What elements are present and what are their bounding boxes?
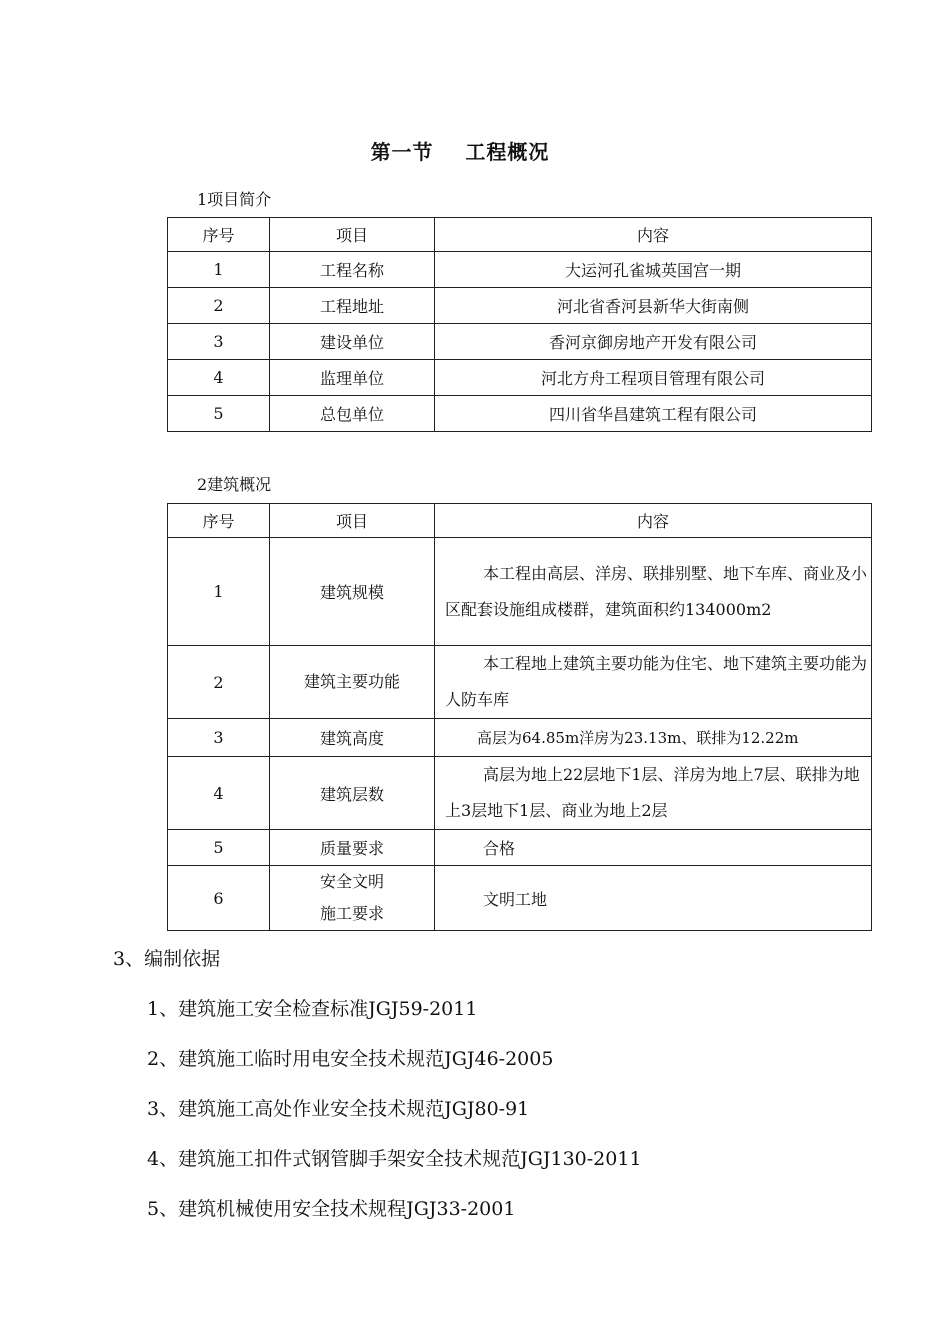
cell-content: [435, 719, 872, 757]
cell-no: 2: [168, 646, 270, 719]
cell-no: 3: [168, 719, 270, 757]
section-1-label: 1项目简介: [197, 190, 272, 209]
cell-content: 河北方舟工程项目管理有限公司: [435, 360, 872, 396]
project-intro-table: [167, 217, 872, 432]
cell-item: 建设单位: [270, 324, 435, 360]
table-row: [168, 538, 872, 646]
table-row: [168, 646, 872, 719]
cell-no: 5: [168, 396, 270, 432]
cell-no: 2: [168, 288, 270, 324]
table-row: [168, 719, 872, 757]
cell-content-text: 高层为地上22层地下1层、洋房为地上7层、联排为地上3层地下1层、商业为地上2层: [445, 765, 860, 820]
cell-no: 1: [168, 252, 270, 288]
table-row: [168, 360, 872, 396]
cell-content: 四川省华昌建筑工程有限公司: [435, 396, 872, 432]
page-title: 第一节 工程概况: [370, 140, 550, 164]
table-row: [168, 288, 872, 324]
cell-content: 香河京御房地产开发有限公司: [435, 324, 872, 360]
cell-content: [435, 538, 872, 646]
header-no: 序号: [168, 504, 270, 538]
header-content: 内容: [435, 218, 872, 252]
section-3-heading: 3、编制依据: [113, 948, 221, 970]
cell-no: 1: [168, 538, 270, 646]
cell-content-text: 高层为64.85m洋房为23.13m、联排为12.22m: [477, 728, 799, 747]
header-item: 项目: [270, 218, 435, 252]
table-header-row: [168, 504, 872, 538]
basis-item: 2、建筑施工临时用电安全技术规范JGJ46-2005: [147, 1048, 554, 1070]
basis-item: 1、建筑施工安全检查标准JGJ59-2011: [147, 998, 478, 1020]
cell-content: 大运河孔雀城英国宫一期: [435, 252, 872, 288]
table-row: [168, 252, 872, 288]
table-row: [168, 830, 872, 866]
table-row: [168, 396, 872, 432]
cell-content: 文明工地: [435, 866, 872, 931]
header-content: 内容: [435, 504, 872, 538]
basis-item: 3、建筑施工高处作业安全技术规范JGJ80-91: [147, 1098, 530, 1120]
cell-content-text: 本工程由高层、洋房、联排别墅、地下车库、商业及小区配套设施组成楼群，建筑面积约134000m2: [445, 563, 868, 619]
cell-item: 工程名称: [270, 252, 435, 288]
header-no: 序号: [168, 218, 270, 252]
cell-content: 河北省香河县新华大街南侧: [435, 288, 872, 324]
cell-item: 建筑主要功能: [270, 646, 435, 719]
cell-item: 质量要求: [270, 830, 435, 866]
cell-item: 建筑规模: [270, 538, 435, 646]
cell-content-text: 本工程地上建筑主要功能为住宅、地下建筑主要功能为人防车库: [445, 654, 868, 709]
cell-no: 4: [168, 757, 270, 830]
cell-item: 建筑层数: [270, 757, 435, 830]
cell-no: 5: [168, 830, 270, 866]
basis-item: 4、建筑施工扣件式钢管脚手架安全技术规范JGJ130-2011: [147, 1148, 642, 1170]
cell-no: 4: [168, 360, 270, 396]
basis-item: 5、建筑机械使用安全技术规程JGJ33-2001: [147, 1198, 516, 1220]
cell-content: [435, 646, 872, 719]
cell-item: 建筑高度: [270, 719, 435, 757]
cell-item: 监理单位: [270, 360, 435, 396]
section-2-label: 2建筑概况: [197, 475, 272, 494]
cell-item: 安全文明施工要求: [270, 866, 435, 931]
table-row: [168, 757, 872, 830]
cell-item: 总包单位: [270, 396, 435, 432]
header-item: 项目: [270, 504, 435, 538]
cell-no: 6: [168, 866, 270, 931]
building-overview-table: [167, 503, 872, 931]
cell-content: 合格: [435, 830, 872, 866]
cell-item: 工程地址: [270, 288, 435, 324]
table-row: [168, 324, 872, 360]
cell-no: 3: [168, 324, 270, 360]
cell-content: [435, 757, 872, 830]
table-header-row: [168, 218, 872, 252]
table-row: [168, 866, 872, 931]
